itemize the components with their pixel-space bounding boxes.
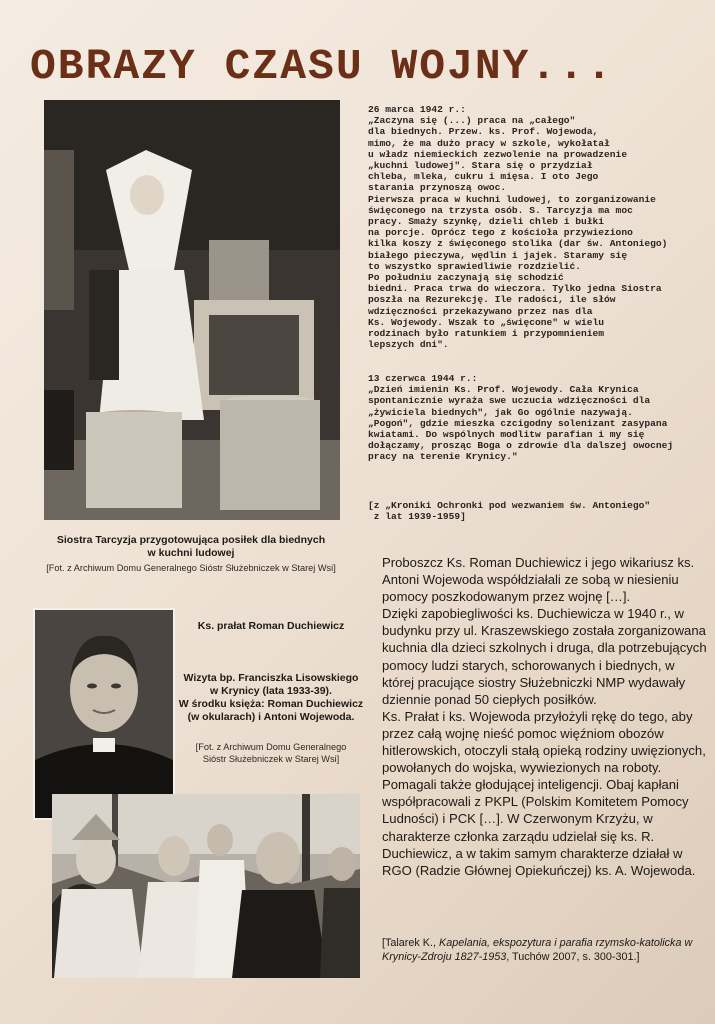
photo1-source-block	[30, 563, 352, 575]
chronicle-entry-1	[368, 104, 708, 350]
article-paragraph: Proboszcz Ks. Roman Duchiewicz i jego wikariusz ks. Antoni Wojewoda współdziałali ze sobą w niesieniu pomocy poszkodowanym przez wojnę […].	[382, 555, 695, 605]
photo-portrait-duchiewicz	[33, 608, 175, 820]
citation-title: Kapelania, ekspozytura i parafia rzymsko-katolicka w Krynicy-Zdroju 1827-1953	[382, 937, 693, 963]
photo2-caption: Ks. prałat Roman Duchiewicz	[197, 620, 345, 632]
photo1-source: [Fot. z Archiwum Domu Generalnego Sióstr Służebniczek w Starej Wsi]	[46, 563, 336, 573]
chronicle-entry-1-text: 26 marca 1942 r.: „Zaczyna się (...) praca na „całego" dla biednych. Przew. ks. Prof. Wojewoda, mimo, że ma dużo pracy w szkole, wykołatał u władz niemieckich zezwolenie na prowadzenie „kuchni ludowej". Stara się o przydział chleba, mleka, cukru i mięsa. I oto Jego starania przynoszą owoc. Pierwsza praca w kuchni ludowej, to zorganizowanie święconego na trzysta osób. S. Tarcyzja ma moc pracy. Smaży szynkę, dzieli chleb i bułki na porcje. Oprócz tego z kościoła przywieziono kilka koszy z święconego stolika (dar św. Antoniego) białego pieczywa, wędlin i jajek. Staramy się to wszystko sprawiedliwie rozdzielić. Po południu zaczynają się schodzić biedni. Praca trwa do wieczora. Tylko jedna Siostra poszła na Rezurekcję. Ile radości, ile słów wdzięczności przekazywano przez nas dla Ks. Wojewody. Wszak to „święcone" w wielu rodzinach było ratunkiem i przypomnieniem lepszych dni".	[368, 104, 668, 351]
photo-sister-tarcyzja	[44, 100, 340, 520]
article-paragraph: Ks. Prałat i ks. Wojewoda przyłożyli rękę do tego, aby przez całą wojnę nieść pomoc więźniom obozów hitlerowskich, otoczyli stałą opieką rodziny uwięzionych, powołanych do wojska, wywiezionych na roboty. Pomagali także głodującej inteligencji. Obaj kapłani współpracowali z PKPL (Polskim Komitetem Pomocy Ludności) i PCK […]. W Czerwonym Krzyżu, w charakterze członka zarządu udzielał się ks. R. Duchiewicz, a w takim samym charakterze działał w RGO (Radzie Głównej Opiekuńczej) ks. A. Wojewoda.	[382, 708, 706, 878]
photo2-caption-block	[176, 620, 366, 633]
bibliographic-citation	[382, 937, 702, 964]
chronicle-source-text: [z „Kroniki Ochronki pod wezwaniem św. Antoniego" z lat 1939-1959]	[368, 500, 651, 523]
chronicle-source	[368, 500, 708, 522]
photo1-caption-block	[30, 534, 352, 560]
photo3-source-block	[176, 742, 366, 765]
photo1-caption: Siostra Tarcyzja przygotowująca posiłek dla biednych w kuchni ludowej	[56, 534, 326, 559]
citation-rest: , Tuchów 2007, s. 300-301.]	[506, 950, 640, 963]
photo3-caption: Wizyta bp. Franciszka Lisowskiego w Krynicy (lata 1933-39). W środku księża: Roman Duchiewicz (w okularach) i Antoni Wojewoda.	[178, 672, 364, 723]
citation-open: [Talarek K.,	[382, 937, 440, 949]
page-title: OBRAZY CZASU WOJNY...	[30, 42, 614, 91]
photo-bishop-visit	[52, 794, 360, 978]
article-paragraph: Dzięki zapobiegliwości ks. Duchiewicza w 1940 r., w budynku przy ul. Kraszewskiego została zorganizowana kuchnia dla dzieci szkolnych i druga, dla potrzebujących pomocy ludzi starych, schorowanych i biednych, w której pracujące siostry Służebniczki NMP wydawały dziennie ponad 50 ciepłych posiłków.	[382, 606, 707, 707]
photo3-source: [Fot. z Archiwum Domu Generalnego Sióstr Służebniczek w Starej Wsi]	[195, 742, 347, 764]
chronicle-entry-2	[368, 373, 708, 463]
article-body	[382, 554, 710, 879]
photo3-caption-block	[176, 672, 366, 724]
chronicle-entry-2-text: 13 czerwca 1944 r.: „Dzień imienin Ks. Prof. Wojewody. Cała Krynica spontanicznie wyraża swe uczucia wdzięczności dla „żywiciela biednych", jak Go ogólnie nazywają. „Pogoń", gdzie mieszka czcigodny solenizant zasypana kwiatami. Do wspólnych modlitw parafian i my się dołączamy, prosząc Boga o zdrowie dla dalszej owocnej pracy na terenie Krynicy."	[368, 373, 674, 463]
